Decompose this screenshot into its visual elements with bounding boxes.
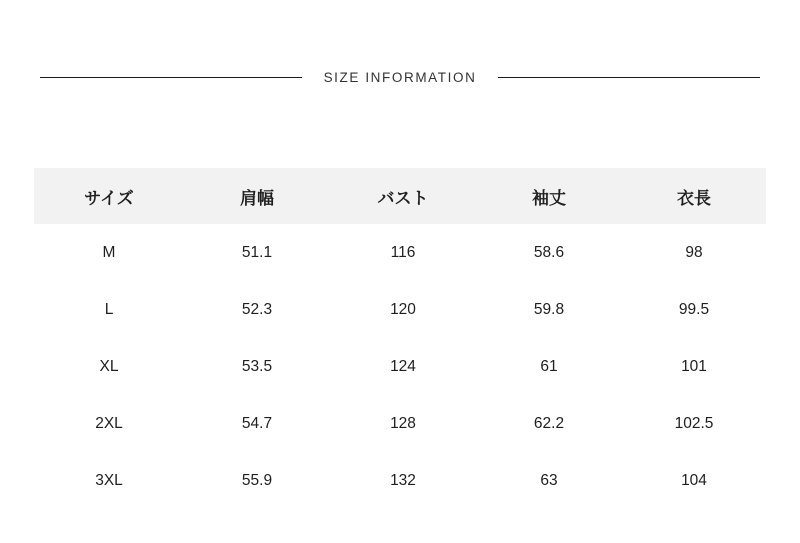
cell-size: XL <box>34 338 184 395</box>
table-body <box>34 224 766 509</box>
cell-size: 2XL <box>34 395 184 452</box>
cell-length: 99.5 <box>622 281 766 338</box>
cell-bust: 124 <box>330 338 476 395</box>
header-rule-left <box>40 77 302 78</box>
cell-length: 101 <box>622 338 766 395</box>
cell-bust: 120 <box>330 281 476 338</box>
cell-bust: 116 <box>330 224 476 281</box>
cell-shoulder: 54.7 <box>184 395 330 452</box>
table-header-row <box>34 168 766 224</box>
column-header-sleeve: 袖丈 <box>532 188 566 208</box>
size-table <box>34 168 766 509</box>
cell-sleeve: 63 <box>476 452 622 509</box>
cell-shoulder: 53.5 <box>184 338 330 395</box>
cell-bust: 132 <box>330 452 476 509</box>
cell-sleeve: 61 <box>476 338 622 395</box>
section-header <box>40 62 760 92</box>
table-header <box>34 168 766 224</box>
page-title: SIZE INFORMATION <box>323 69 477 85</box>
table-row <box>34 224 766 281</box>
header-rule-right <box>498 77 760 78</box>
table-row <box>34 452 766 509</box>
cell-length: 102.5 <box>622 395 766 452</box>
cell-size: M <box>34 224 184 281</box>
cell-shoulder: 55.9 <box>184 452 330 509</box>
cell-sleeve: 62.2 <box>476 395 622 452</box>
cell-bust: 128 <box>330 395 476 452</box>
cell-size: L <box>34 281 184 338</box>
column-header-length: 衣長 <box>677 188 711 208</box>
column-header-shoulder: 肩幅 <box>240 188 274 208</box>
table-row <box>34 281 766 338</box>
cell-length: 104 <box>622 452 766 509</box>
table-row <box>34 395 766 452</box>
cell-shoulder: 52.3 <box>184 281 330 338</box>
size-table-container <box>34 168 766 509</box>
cell-sleeve: 58.6 <box>476 224 622 281</box>
cell-sleeve: 59.8 <box>476 281 622 338</box>
table-row <box>34 338 766 395</box>
cell-shoulder: 51.1 <box>184 224 330 281</box>
cell-size: 3XL <box>34 452 184 509</box>
column-header-bust: バスト <box>377 188 429 208</box>
column-header-size: サイズ <box>84 188 134 208</box>
cell-length: 98 <box>622 224 766 281</box>
